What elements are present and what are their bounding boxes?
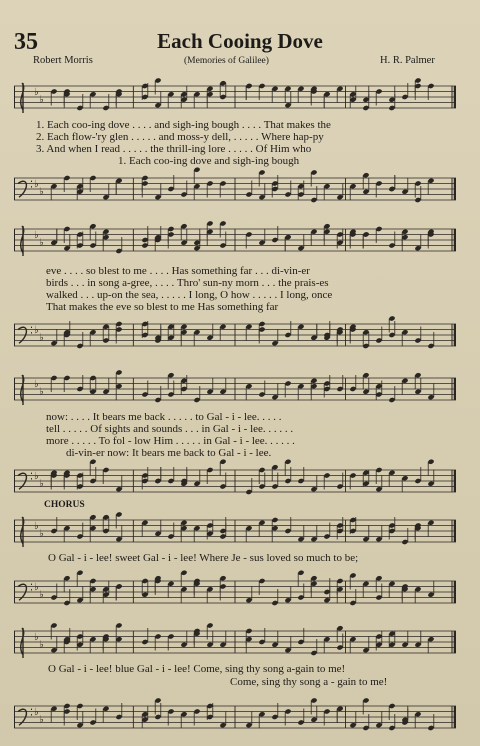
treble-staff-5 [14, 621, 456, 663]
lyric-line: O Gal - i - lee! blue Gal - i - lee! Come, sing thy song a-gain to me! [48, 663, 346, 675]
lyric-line: Come, sing thy song a - gain to me! [230, 676, 388, 688]
bass-staff-2 [14, 310, 456, 360]
svg-text:♭: ♭ [34, 378, 39, 390]
lyric-line: 1. Each coo-ing dove . . . . and sigh-ing bough . . . . That makes the [36, 119, 331, 131]
svg-text:♭: ♭ [34, 520, 39, 532]
svg-text:♭: ♭ [34, 229, 39, 241]
lyric-line: 1. Each coo-ing dove and sigh-ing bough [118, 155, 300, 167]
hymn-number: 35 [14, 29, 38, 55]
svg-text:♭: ♭ [39, 386, 44, 398]
svg-text:♭: ♭ [39, 528, 44, 540]
lyric-line: tell . . . . . Of sights and sounds . . . in Gal - i - lee. . . . . . [46, 423, 294, 435]
svg-text:♭: ♭ [39, 332, 44, 344]
chorus-label: CHORUS [44, 500, 85, 510]
svg-text:♭: ♭ [34, 631, 39, 643]
treble-staff-4 [14, 509, 456, 553]
tune-note: (Memories of Galilee) [184, 56, 269, 66]
hymn-title: Each Cooing Dove [157, 29, 323, 53]
lyric-line: now: . . . . It bears me back . . . . . to Gal - i - lee. . . . . [46, 411, 282, 423]
bass-staff-1 [14, 166, 456, 212]
treble-staff-2 [14, 214, 456, 266]
svg-text:♭: ♭ [39, 237, 44, 249]
lyric-line: 3. And when I read . . . . . the thrill-ing lore . . . . . Of Him who [36, 143, 312, 155]
lyric-line: That makes the eve so blest to me Has something far [46, 301, 279, 313]
svg-text:♭: ♭ [39, 478, 44, 490]
svg-text:♭: ♭ [39, 94, 44, 106]
svg-text:♭: ♭ [39, 714, 44, 726]
bass-staff-4 [14, 567, 456, 617]
bass-staff-5 [14, 692, 456, 742]
svg-text:♭: ♭ [34, 178, 39, 190]
lyric-line: more . . . . . To fol - low Him . . . . . in Gal - i - lee. . . . . . [46, 435, 295, 447]
svg-text:♭: ♭ [34, 706, 39, 718]
lyric-line: O Gal - i - lee! sweet Gal - i - lee! Where Je - sus loved so much to be; [48, 552, 359, 564]
svg-text:♭: ♭ [39, 589, 44, 601]
lyric-line: eve . . . . so blest to me . . . . Has something far . . . di-vin-er [46, 265, 310, 277]
lyric-line: walked . . . up-on the sea, . . . . . I long, O how . . . . . I long, once [46, 289, 333, 301]
treble-staff-1 [14, 68, 456, 126]
svg-text:♭: ♭ [39, 186, 44, 198]
svg-text:♭: ♭ [34, 324, 39, 336]
lyric-line: di-vin-er now: It bears me back to Gal - i - lee. [66, 447, 272, 459]
author-credit: Robert Morris [33, 55, 93, 66]
svg-text:♭: ♭ [34, 86, 39, 98]
composer-credit: H. R. Palmer [380, 55, 435, 66]
svg-text:♭: ♭ [34, 470, 39, 482]
lyric-line: birds . . . in song a-gree, . . . . Thro' sun-ny morn . . . the prais-es [46, 277, 329, 289]
svg-text:♭: ♭ [39, 639, 44, 651]
svg-text:♭: ♭ [34, 581, 39, 593]
lyric-line: 2. Each flow-'ry glen . . . . . and moss-y dell, . . . . . Where hap-py [36, 131, 324, 143]
treble-staff-3 [14, 362, 456, 416]
bass-staff-3 [14, 458, 456, 504]
